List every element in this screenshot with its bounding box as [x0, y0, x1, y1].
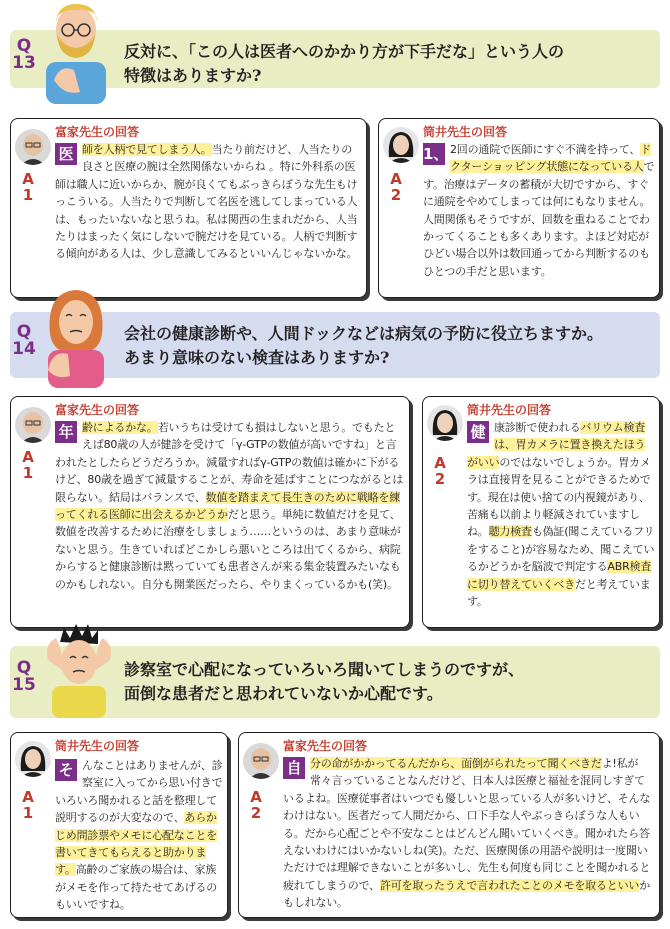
answer-card-q14-a2	[422, 396, 660, 628]
drop-cap: 1、	[423, 145, 449, 163]
answer-card-q13-a2	[378, 118, 660, 298]
highlight-text: 許可を取ったうえで言われたことのメモを取るといい	[379, 878, 640, 892]
drop-cap: 年	[55, 421, 77, 443]
answer-body: 1、 2回の通院で医師にすぐ不満を持って、ドクターショッピング状態になっている人です。治療はデータの蓄積が大切ですから、すぐに通院をやめてしまっては何にもなりません。人間関係もそうですが、回数を重ねることでわかってくることも多くあります。よほど対応がひどい場合以外は数回通ってから判断するのもひとつの手だと思います。	[423, 143, 655, 278]
highlight-text: あらかじめ問診票やメモに心配なことを書いてきてもらえると助かります。	[55, 811, 217, 877]
answer-author: 富家先生の回答	[55, 403, 140, 417]
question-14-text: 会社の健康診断や、人間ドックなどは病気の予防に役立ちますか。 あまり意味のない検査はありますか?	[124, 324, 604, 367]
answer-author: 富家先生の回答	[283, 739, 368, 753]
drop-cap: 医	[55, 143, 77, 165]
highlight-text: ドクターショッピング状態になっている人	[450, 143, 651, 174]
doctor-tsutsui-avatar	[427, 405, 463, 441]
troubled-man-illustration	[42, 614, 116, 718]
answer-card-q15-a1	[10, 732, 228, 918]
answer-label: A 2	[434, 454, 446, 488]
highlight-text: 分の命がかかってるんだから、面倒がられたって聞くべきだ	[310, 757, 602, 770]
thinking-man-illustration	[40, 0, 112, 104]
answer-body: 自 分の命がかかってるんだから、面倒がられたって聞くべきだよ!私が常々言っていることなんだけど、日本人は医療と福祉を混同しすぎているよね。医療従事者はいつでも優しいと思っている人が多いけど、そんなわけはない。医者だって人間だから、口下手な人やぶっきらぼうな人もいる。だから心配ごとや不安なことはどんどん聞いていくべき。聞かれたら答えないわけにはいかないしね(笑)。ただ、医療関係の用語や説明は一度聞いただけでは理解できないことが多いし、先生も何度も同じことを聞かれると疲れてしまうので、許可を取ったうえで言われたことのメモを取るといいかもしれない。	[283, 757, 651, 910]
answer-label: A 1	[22, 448, 34, 482]
doctor-fuke-avatar	[243, 743, 279, 779]
question-14-label: Q 14	[12, 322, 36, 359]
drop-cap: 健	[467, 421, 489, 443]
answer-author: 筒井先生の回答	[467, 403, 552, 417]
answer-card-q13-a1	[10, 118, 367, 298]
answer-label: A 2	[250, 788, 262, 822]
answer-label: A 1	[22, 788, 34, 822]
highlight-text: 齢によるかな。	[82, 421, 158, 434]
answer-body: そ んなことはありませんが、診察室に入ってから思い付きでいろいろ聞かれると話を整理して説明するのが大変なので、あらかじめ問診票やメモに心配なことを書いてきてもらえると助かります。高齢のご家族の場合は、家族がメモを作って持たせてあげるのもいいですね。	[55, 759, 223, 912]
answer-card-q14-a1	[10, 396, 410, 628]
answer-body: 年 齢によるかな。若いうちは受けても損はしないと思う。でもたとえば80歳の人が健診を受けて「γ-GTPの数値が高いですね」と言われたとしたらどうだろうか。減量すればγ-GTPの数値は確かに下がるけど、80歳を過ぎて減量することが、寿命を延ばすことにつながるとは限らない。結局はバランスで、数値を踏まえて長生きのために戦略を練ってくれる医師に出会えるかどうかだと思う。単純に数値だけを見て、数値を改善するために治療をしましょう……というのは、あまり意味がないと思う。生きていればどこかしら悪いところは出てくるから、病院からすると健康診断は黙っていても患者さんが来る集金装置みたいなものかもしれない。自分も開業医だったら、やりまくっているかも(笑)。	[55, 421, 404, 591]
highlight-text: 師を人柄で見てしまう人。	[82, 143, 212, 156]
question-15-text: 診察室で心配になっていろいろ聞いてしまうのですが、 面倒な患者だと思われていないか心配です。	[124, 660, 525, 703]
drop-cap: そ	[55, 759, 77, 781]
worried-woman-illustration	[40, 284, 112, 388]
highlight-text: 数値を踏まえて長生きのために戦略を練ってくれる医師に出会えるかどうか	[55, 490, 401, 522]
doctor-fuke-avatar	[15, 129, 51, 165]
question-15-label: Q 15	[12, 658, 36, 695]
answer-author: 筒井先生の回答	[55, 739, 140, 753]
doctor-tsutsui-avatar	[383, 127, 419, 163]
answer-label: A 1	[22, 170, 34, 204]
doctor-fuke-avatar	[15, 407, 51, 443]
drop-cap: 自	[283, 757, 305, 779]
answer-label: A 2	[390, 170, 402, 204]
answer-author: 筒井先生の回答	[423, 125, 508, 139]
question-13-label: Q 13	[12, 36, 36, 73]
question-13-text: 反対に、「この人は医者へのかかり方が下手だな」という人の 特徴はありますか?	[124, 42, 565, 85]
answer-author: 富家先生の回答	[55, 125, 140, 139]
answer-card-q15-a2	[238, 732, 660, 918]
highlight-text: バリウム検査は、胃カメラに置き換えたほうがいい	[467, 421, 646, 469]
doctor-tsutsui-avatar	[15, 741, 51, 777]
answer-body: 医 師を人柄で見てしまう人。当たり前だけど、人当たりの良さと医療の腕は全然関係ないからね 。特に外科系の医師は職人に近いからか、腕が良くてもぶっきらぼうな先生もけっこういる。人当たりで判断して名医を逃してしまっている人は、もったいないなと思うね。私は関西の生まれだから、人当たりはまったく気にしないで腕だけを見ている。人柄で判断する傾向がある人は、少し意識してみるといいんじゃないかな。	[55, 143, 358, 261]
highlight-text: 聴力検査	[488, 525, 532, 539]
answer-body: 健 康診断で使われるバリウム検査は、胃カメラに置き換えたほうがいいのではないでしょうか。胃カメラは直接胃を見ることができるためです。現在は使い捨ての内視鏡があり、苦痛も以前より軽減されていますしね。聴力検査も偽証(聞こえているフリをすること)が容易なため、聞こえているかどうかを脳波で判定するABR検査に切り替えていくべきだと考えています。	[467, 421, 655, 609]
highlight-text: ABR検査に切り替えていくべき	[467, 560, 652, 591]
